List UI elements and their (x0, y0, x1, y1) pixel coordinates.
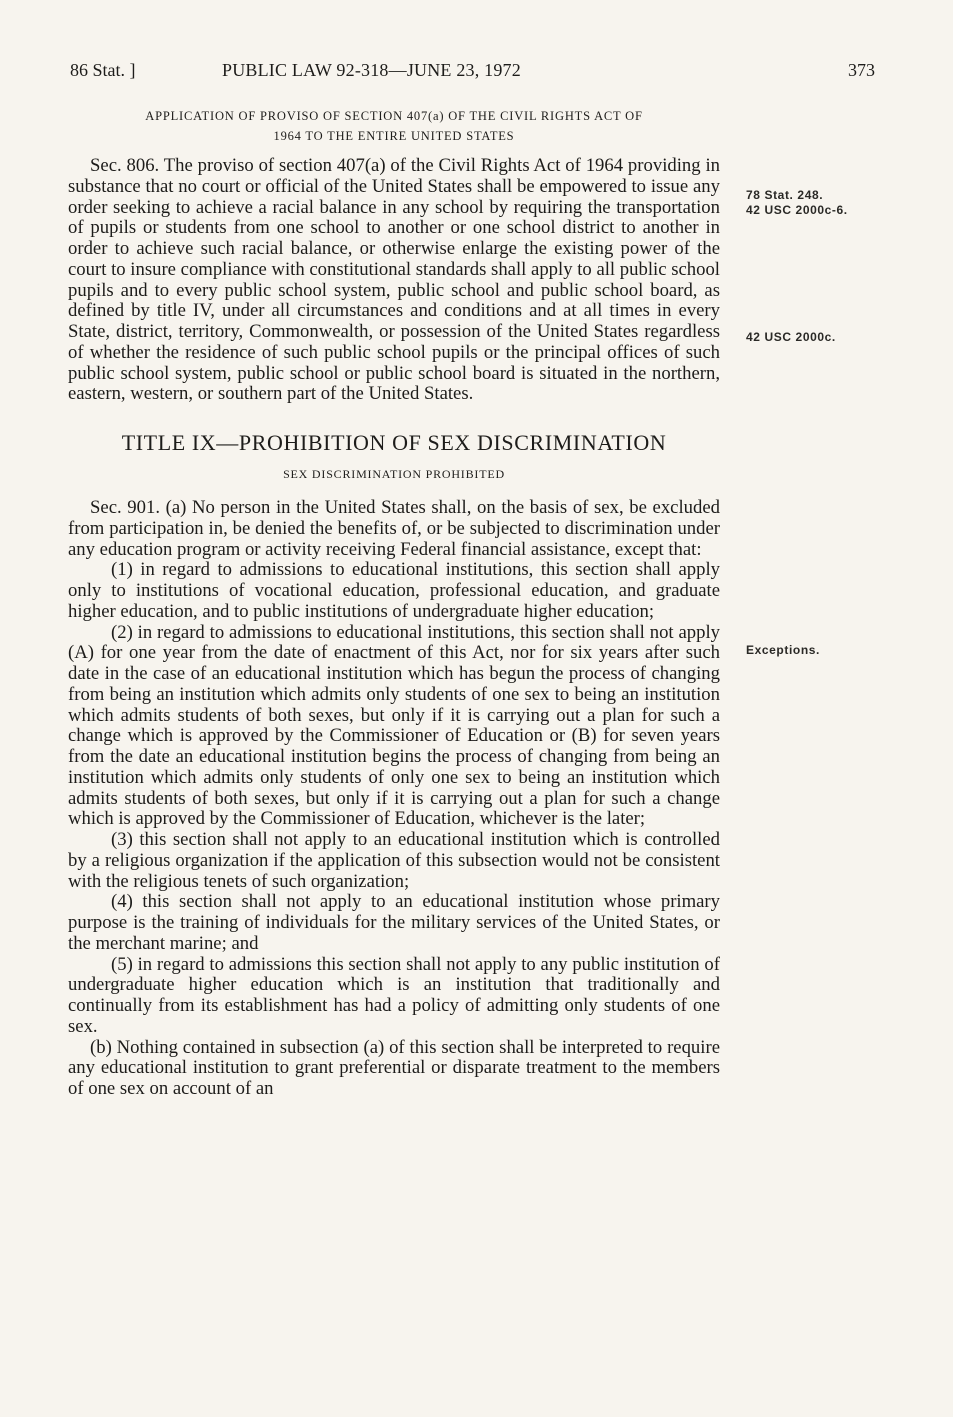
exception-4: (4) this section shall not apply to an educational institution whose primary purpose is the training of individuals for the military services of the United States, or the merchant marine; and (68, 891, 720, 954)
exception-3: (3) this section shall not apply to an educational institution which is controlled by a religious organization if the application of this subsection would not be consistent with the religious tenets of such organization; (68, 829, 720, 892)
margin-note-42-usc: 42 USC 2000c. (746, 330, 836, 344)
main-text (68, 106, 720, 1100)
section-901b-text: (b) Nothing contained in subsection (a) of this section shall be interpreted to require any educational institution to grant preferential or disparate treatment to the members of one sex on account of an (68, 1036, 720, 1099)
statute-reference: 86 Stat. ] (70, 60, 136, 80)
page-number: 373 (848, 60, 875, 80)
margin-note-line: 78 Stat. 248. (746, 188, 824, 202)
section-901a-text: Sec. 901. (a) No person in the United States shall, on the basis of sex, be excluded from participation in, be denied the benefits of, or be subjected to discrimination under any education program or activity receiving Federal financial assistance, except that: (68, 497, 720, 560)
margin-note-line: 42 USC 2000c-6. (746, 203, 848, 217)
margin-note-78-stat (746, 188, 848, 218)
exception-1: (1) in regard to admissions to educational institutions, this section shall apply only to institutions of vocational education, professional education, and graduate higher education, and to public institutions of undergraduate higher education; (68, 559, 720, 622)
section-806-heading-line1: APPLICATION OF PROVISO OF SECTION 407(a) OF THE CIVIL RIGHTS ACT OF (145, 109, 643, 123)
page-header (70, 60, 875, 86)
section-806-heading-line2: 1964 TO THE ENTIRE UNITED STATES (273, 129, 515, 143)
sex-discrimination-subheading: SEX DISCRIMINATION PROHIBITED (283, 467, 505, 481)
title-ix-heading: TITLE IX—PROHIBITION OF SEX DISCRIMINATION (121, 430, 667, 455)
law-title: PUBLIC LAW 92-318—JUNE 23, 1972 (222, 60, 521, 80)
exception-5: (5) in regard to admissions this section shall not apply to any public institution of undergraduate higher education which is an institution that traditionally and continually from its establishment has had a policy of admitting only students of one sex. (68, 953, 720, 1037)
section-806-text: Sec. 806. The proviso of section 407(a) of the Civil Rights Act of 1964 providing in substance that no court or official of the United States shall be empowered to issue any order seeking to achieve a racial balance in any school by requiring the transportation of pupils or students from one school to another or one school district to another in order to achieve such racial balance, or otherwise enlarge the existing power of the court to insure compliance with constitutional standards shall apply to all public school pupils and to every public school system, public school and public school board, as defined by title IV, under all circumstances and conditions and at all times in every State, district, territory, Commonwealth, or possession of the United States regardless of whether the residence of such public school pupils or the principal offices of such public school system, public school or public school board is situated in the northern, eastern, western, or southern part of the United States. (68, 155, 720, 405)
margin-note-exceptions: Exceptions. (746, 643, 820, 657)
exception-2: (2) in regard to admissions to educational institutions, this section shall not apply (A) for one year from the date of enactment of this Act, nor for six years after such date in the case of an educational institution which has begun the process of changing from being an institution which admits only students of one sex to being an institution which admits students of both sexes, but only if it is carrying out a plan for such a change which is approved by the Commissioner of Education or (B) for seven years from the date an educational institution begins the process of changing from being an institution which admits only students of only one sex to being an institution which admits students of both sexes, but only if it is carrying out a plan for such a change which is approved by the Commissioner of Education, whichever is the later; (68, 621, 720, 830)
section-806-heading (68, 106, 720, 146)
